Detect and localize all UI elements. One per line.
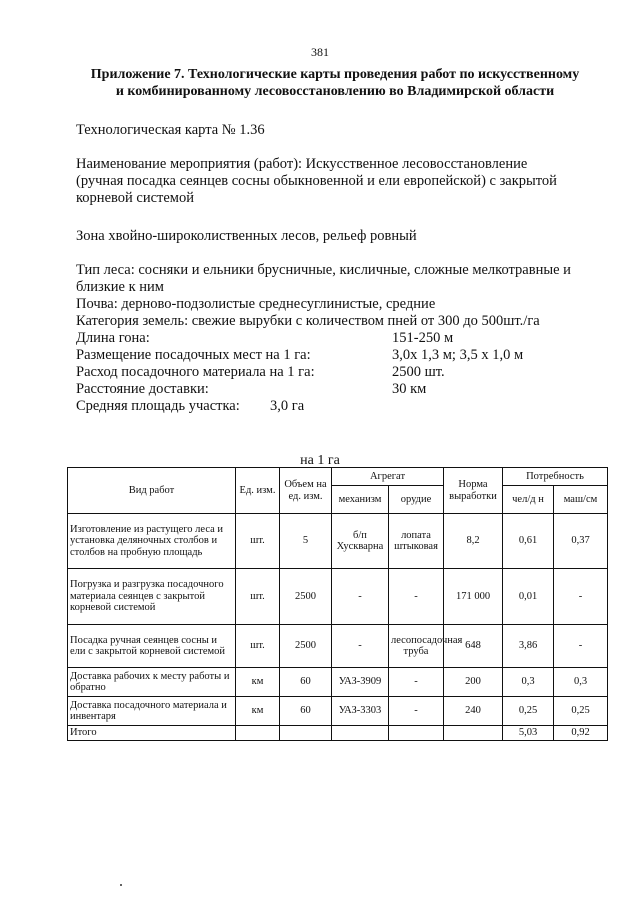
param-value-delivery-distance: 30 км [392, 381, 427, 397]
header-work-type: Вид работ [68, 468, 236, 514]
cell-norm: 200 [444, 668, 503, 697]
header-unit: Ед. изм. [236, 468, 280, 514]
table-row [68, 514, 608, 569]
cell-volume: 2500 [280, 569, 332, 625]
table-total-row [68, 726, 608, 741]
header-tool: орудие [389, 486, 444, 514]
cell-volume: 5 [280, 514, 332, 569]
soil: Почва: дерново-подзолистые среднесуглинистые, средние [76, 296, 436, 312]
header-machine-shifts: маш/см [554, 486, 608, 514]
cell-unit: шт. [236, 569, 280, 625]
param-label-planting-layout: Размещение посадочных мест на 1 га: [76, 347, 311, 363]
header-mechanism: механизм [332, 486, 389, 514]
cell-mechanism: УАЗ-3303 [332, 697, 389, 726]
forest-zone: Зона хвойно-широколиственных лесов, рельеф ровный [76, 228, 417, 244]
cell-machine-shifts: 0,3 [554, 668, 608, 697]
header-man-days: чел/д н [503, 486, 554, 514]
activity-line-1: Наименование мероприятия (работ): Искусственное лесовосстановление [76, 156, 528, 172]
cell-tool: лесопосадочная труба [389, 625, 444, 668]
heading-line-2: и комбинированному лесовосстановлению во Владимирской области [115, 84, 555, 99]
cell-man-days: 0,3 [503, 668, 554, 697]
cell-empty [236, 726, 280, 741]
activity-line-3: корневой системой [76, 190, 194, 206]
cell-volume: 60 [280, 697, 332, 726]
cell-mechanism: УАЗ-3909 [332, 668, 389, 697]
param-value-material-use: 2500 шт. [392, 364, 445, 380]
cell-tool: - [389, 668, 444, 697]
land-category: Категория земель: свежие вырубки с количеством пней от 300 до 500шт./га [76, 313, 540, 329]
cell-empty [332, 726, 389, 741]
header-volume: Объем на ед. изм. [280, 468, 332, 514]
header-norm: Норма выработки [444, 468, 503, 514]
cell-work: Доставка рабочих к месту работы и обратно [68, 668, 236, 697]
cell-unit: шт. [236, 625, 280, 668]
cell-tool: лопата штыковая [389, 514, 444, 569]
param-label-delivery-distance: Расстояние доставки: [76, 381, 209, 397]
cell-work: Погрузка и разгрузка посадочного материала сеянцев с закрытой корневой системой [68, 569, 236, 625]
cell-unit: км [236, 697, 280, 726]
cell-empty [280, 726, 332, 741]
cell-norm: 171 000 [444, 569, 503, 625]
forest-type-line-2: близкие к ним [76, 279, 164, 295]
heading-line-1: Приложение 7. Технологические карты проведения работ по искусственному [90, 67, 580, 82]
forest-type [76, 262, 616, 296]
page-heading [70, 66, 600, 100]
param-label-material-use: Расход посадочного материала на 1 га: [76, 364, 315, 380]
param-label-rut-length: Длина гона: [76, 330, 150, 346]
avg-area-label: Средняя площадь участка: [76, 398, 240, 414]
cell-mechanism: б/п Хускварна [332, 514, 389, 569]
cell-unit: км [236, 668, 280, 697]
cell-norm: 8,2 [444, 514, 503, 569]
cell-total-label: Итого [68, 726, 236, 741]
cell-machine-shifts: - [554, 569, 608, 625]
cell-total-machine-shifts: 0,92 [554, 726, 608, 741]
table-row [68, 668, 608, 697]
table-unit-label: на 1 га [300, 453, 340, 468]
activity-line-2: (ручная посадка сеянцев сосны обыкновенной и ели европейской) с закрытой [76, 173, 557, 189]
param-value-planting-layout: 3,0х 1,3 м; 3,5 х 1,0 м [392, 347, 524, 363]
cell-man-days: 0,61 [503, 514, 554, 569]
cell-machine-shifts: 0,25 [554, 697, 608, 726]
cell-tool: - [389, 697, 444, 726]
header-need: Потребность [503, 468, 608, 486]
activity-description [76, 156, 616, 207]
param-value-rut-length: 151-250 м [392, 330, 454, 346]
header-aggregate: Агрегат [332, 468, 444, 486]
table-row [68, 697, 608, 726]
cell-volume: 2500 [280, 625, 332, 668]
forest-type-line-1: Тип леса: сосняки и ельники брусничные, кисличные, сложные мелкотравные и [76, 262, 571, 278]
cell-tool: - [389, 569, 444, 625]
card-title: Технологическая карта № 1.36 [76, 122, 265, 138]
table-row [68, 625, 608, 668]
cell-total-man-days: 5,03 [503, 726, 554, 741]
page-number: 381 [311, 45, 329, 59]
cell-norm: 648 [444, 625, 503, 668]
cell-man-days: 0,25 [503, 697, 554, 726]
cell-empty [389, 726, 444, 741]
cell-man-days: 0,01 [503, 569, 554, 625]
cell-volume: 60 [280, 668, 332, 697]
technology-table [67, 467, 608, 741]
table-row [68, 569, 608, 625]
cell-empty [444, 726, 503, 741]
cell-unit: шт. [236, 514, 280, 569]
cell-man-days: 3,86 [503, 625, 554, 668]
cell-work: Изготовление из растущего леса и установка деляночных столбов и столбов на пробную площадь [68, 514, 236, 569]
cell-mechanism: - [332, 625, 389, 668]
cell-work: Посадка ручная сеянцев сосны и ели с закрытой корневой системой [68, 625, 236, 668]
cell-norm: 240 [444, 697, 503, 726]
cell-work: Доставка посадочного материала и инвентаря [68, 697, 236, 726]
cell-machine-shifts: 0,37 [554, 514, 608, 569]
avg-area-value: 3,0 га [270, 398, 305, 414]
cell-mechanism: - [332, 569, 389, 625]
scan-speck [120, 884, 122, 886]
cell-machine-shifts: - [554, 625, 608, 668]
